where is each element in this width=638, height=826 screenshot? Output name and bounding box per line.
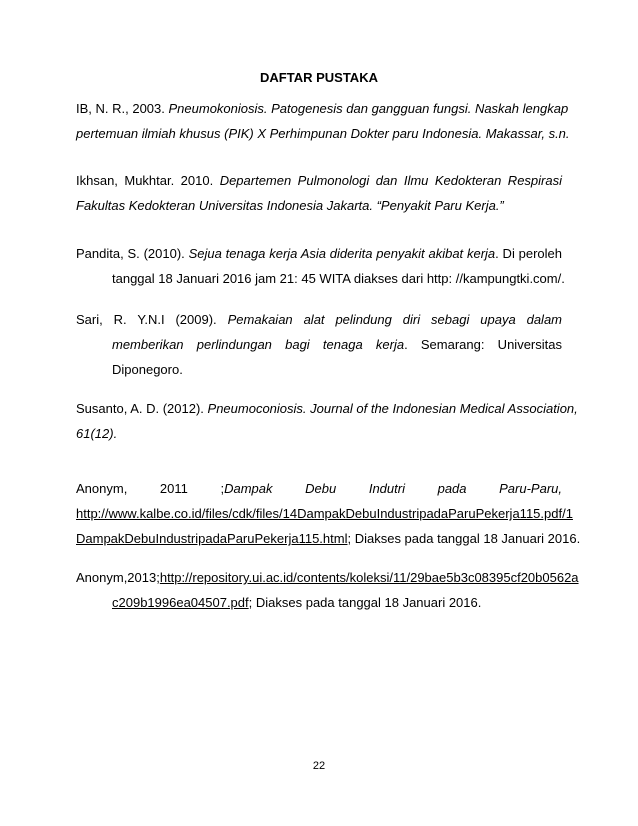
reference-pandita-2010: Pandita, S. (2010). Sejua tenaga kerja Asia diderita penyakit akibat kerja. Di peroleh tanggal 18 Januari 2016 jam 21: 45 WITA diakses dari http: //kampungtki.com/. xyxy=(76,246,565,286)
reference-susanto-2012: Susanto, A. D. (2012). Pneumoconiosis. Journal of the Indonesian Medical Association, 61(12). xyxy=(76,401,578,441)
reference-ib-2003: IB, N. R., 2003. Pneumokoniosis. Patogenesis dan gangguan fungsi. Naskah lengkap pertemuan ilmiah khusus (PIK) X Perhimpunan Dokter paru Indonesia. Makassar, s.n. xyxy=(76,101,570,141)
reference-anonym-2011: Anonym, 2011 ;Dampak Debu Indutri pada Paru-Paru, http://www.kalbe.co.id/files/cdk/files/14DampakDebuIndustripadaParuPekerja115.pdf/1 DampakDebuIndustripadaParuPekerja115.html; Diakses pada tanggal 18 Januari 2016. xyxy=(76,481,581,546)
repository-link-part2[interactable]: c209b1996ea04507.pdf xyxy=(112,595,249,610)
page-title: DAFTAR PUSTAKA xyxy=(260,70,378,85)
page-number: 22 xyxy=(312,760,326,772)
reference-anonym-2013: Anonym,2013;http://repository.ui.ac.id/contents/koleksi/11/29bae5b3c08395cf20b0562a c209b1996ea04507.pdf; Diakses pada tanggal 18 Januari 2016. xyxy=(76,570,579,610)
repository-link-part1[interactable]: http://repository.ui.ac.id/contents/koleksi/11/29bae5b3c08395cf20b0562a xyxy=(159,570,579,585)
reference-ikhsan-2010: Ikhsan, Mukhtar. 2010. Departemen Pulmonologi dan Ilmu Kedokteran Respirasi Fakultas Kedokteran Universitas Indonesia Jakarta. “Penyakit Paru Kerja.” xyxy=(76,173,562,213)
reference-sari-2009: Sari, R. Y.N.I (2009). Pemakaian alat pelindung diri sebagi upaya dalam memberikan perlindungan bagi tenaga kerja. Semarang: Universitas Diponegoro. xyxy=(76,312,563,377)
kalbe-link-part2[interactable]: DampakDebuIndustripadaParuPekerja115.html xyxy=(76,531,348,546)
kalbe-link-part1[interactable]: http://www.kalbe.co.id/files/cdk/files/14DampakDebuIndustripadaParuPekerja115.pdf/1 xyxy=(76,506,573,521)
